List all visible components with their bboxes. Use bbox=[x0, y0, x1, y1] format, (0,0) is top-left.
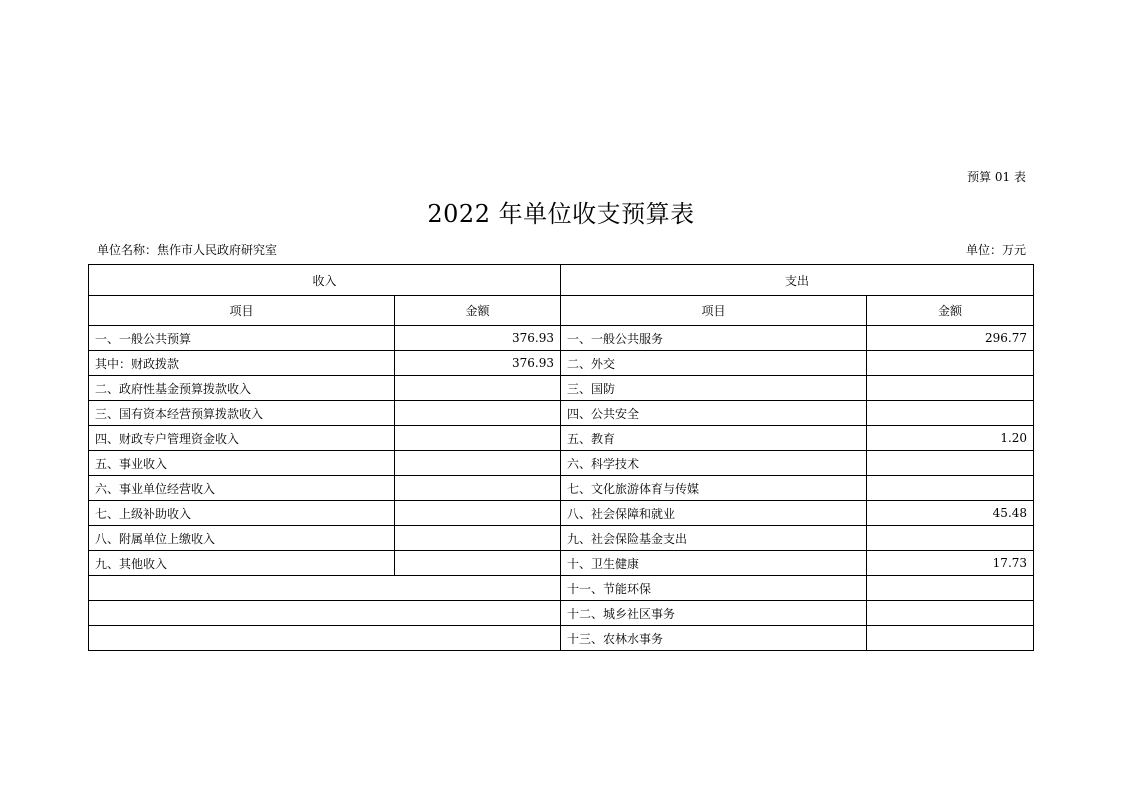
income-header: 收入 bbox=[89, 265, 561, 296]
expense-amount-cell: 296.77 bbox=[867, 326, 1034, 351]
income-empty-cell bbox=[89, 576, 561, 601]
currency-unit-label: 单位：万元 bbox=[965, 243, 1026, 257]
income-amount-header: 金额 bbox=[395, 296, 561, 326]
income-amount-cell bbox=[395, 526, 561, 551]
table-row bbox=[89, 526, 1034, 551]
expense-item-cell: 三、国防 bbox=[561, 376, 867, 401]
expense-amount-cell bbox=[867, 476, 1034, 501]
table-row bbox=[89, 451, 1034, 476]
expense-item-cell: 八、社会保障和就业 bbox=[561, 501, 867, 526]
expense-amount-cell bbox=[867, 626, 1034, 651]
table-row bbox=[89, 476, 1034, 501]
income-item-cell: 六、事业单位经营收入 bbox=[89, 476, 395, 501]
column-header-row bbox=[89, 296, 1034, 326]
income-item-cell: 八、附属单位上缴收入 bbox=[89, 526, 395, 551]
expense-amount-cell bbox=[867, 576, 1034, 601]
income-amount-cell bbox=[395, 501, 561, 526]
expense-item-cell: 一、一般公共服务 bbox=[561, 326, 867, 351]
table-row bbox=[89, 426, 1034, 451]
income-item-cell: 三、国有资本经营预算拨款收入 bbox=[89, 401, 395, 426]
expense-amount-cell bbox=[867, 526, 1034, 551]
expense-amount-cell bbox=[867, 451, 1034, 476]
income-item-cell: 二、政府性基金预算拨款收入 bbox=[89, 376, 395, 401]
income-item-cell: 一、一般公共预算 bbox=[89, 326, 395, 351]
table-row bbox=[89, 351, 1034, 376]
income-amount-cell bbox=[395, 476, 561, 501]
budget-table bbox=[88, 264, 1034, 651]
expense-amount-cell bbox=[867, 401, 1034, 426]
income-amount-cell bbox=[395, 426, 561, 451]
table-row bbox=[89, 501, 1034, 526]
form-number: 预算 01 表 bbox=[967, 170, 1026, 184]
expense-item-cell: 四、公共安全 bbox=[561, 401, 867, 426]
table-row bbox=[89, 576, 1034, 601]
expense-amount-cell bbox=[867, 601, 1034, 626]
income-item-cell: 四、财政专户管理资金收入 bbox=[89, 426, 395, 451]
income-amount-cell: 376.93 bbox=[395, 326, 561, 351]
table-row bbox=[89, 551, 1034, 576]
section-header-row bbox=[89, 265, 1034, 296]
expense-item-cell: 十二、城乡社区事务 bbox=[561, 601, 867, 626]
income-item-cell: 五、事业收入 bbox=[89, 451, 395, 476]
expense-item-cell: 七、文化旅游体育与传媒 bbox=[561, 476, 867, 501]
expense-item-header: 项目 bbox=[561, 296, 867, 326]
expense-header: 支出 bbox=[561, 265, 1034, 296]
income-empty-cell bbox=[89, 626, 561, 651]
income-amount-cell bbox=[395, 551, 561, 576]
expense-item-cell: 十、卫生健康 bbox=[561, 551, 867, 576]
income-amount-cell bbox=[395, 451, 561, 476]
table-row bbox=[89, 601, 1034, 626]
income-amount-cell: 376.93 bbox=[395, 351, 561, 376]
expense-item-cell: 二、外交 bbox=[561, 351, 867, 376]
expense-item-cell: 九、社会保险基金支出 bbox=[561, 526, 867, 551]
expense-amount-header: 金额 bbox=[867, 296, 1034, 326]
expense-amount-cell: 45.48 bbox=[867, 501, 1034, 526]
expense-amount-cell bbox=[867, 351, 1034, 376]
expense-amount-cell bbox=[867, 376, 1034, 401]
expense-item-cell: 五、教育 bbox=[561, 426, 867, 451]
income-item-cell: 九、其他收入 bbox=[89, 551, 395, 576]
income-amount-cell bbox=[395, 376, 561, 401]
expense-amount-cell: 17.73 bbox=[867, 551, 1034, 576]
expense-item-cell: 十三、农林水事务 bbox=[561, 626, 867, 651]
table-row bbox=[89, 326, 1034, 351]
income-item-cell: 七、上级补助收入 bbox=[89, 501, 395, 526]
income-amount-cell bbox=[395, 401, 561, 426]
expense-amount-cell: 1.20 bbox=[867, 426, 1034, 451]
income-item-header: 项目 bbox=[89, 296, 395, 326]
table-row bbox=[89, 626, 1034, 651]
page-title: 2022 年单位收支预算表 bbox=[427, 200, 695, 228]
income-item-cell: 其中：财政拨款 bbox=[89, 351, 395, 376]
income-empty-cell bbox=[89, 601, 561, 626]
expense-item-cell: 六、科学技术 bbox=[561, 451, 867, 476]
table-row bbox=[89, 401, 1034, 426]
table-row bbox=[89, 376, 1034, 401]
unit-name-label: 单位名称：焦作市人民政府研究室 bbox=[97, 243, 278, 257]
expense-item-cell: 十一、节能环保 bbox=[561, 576, 867, 601]
